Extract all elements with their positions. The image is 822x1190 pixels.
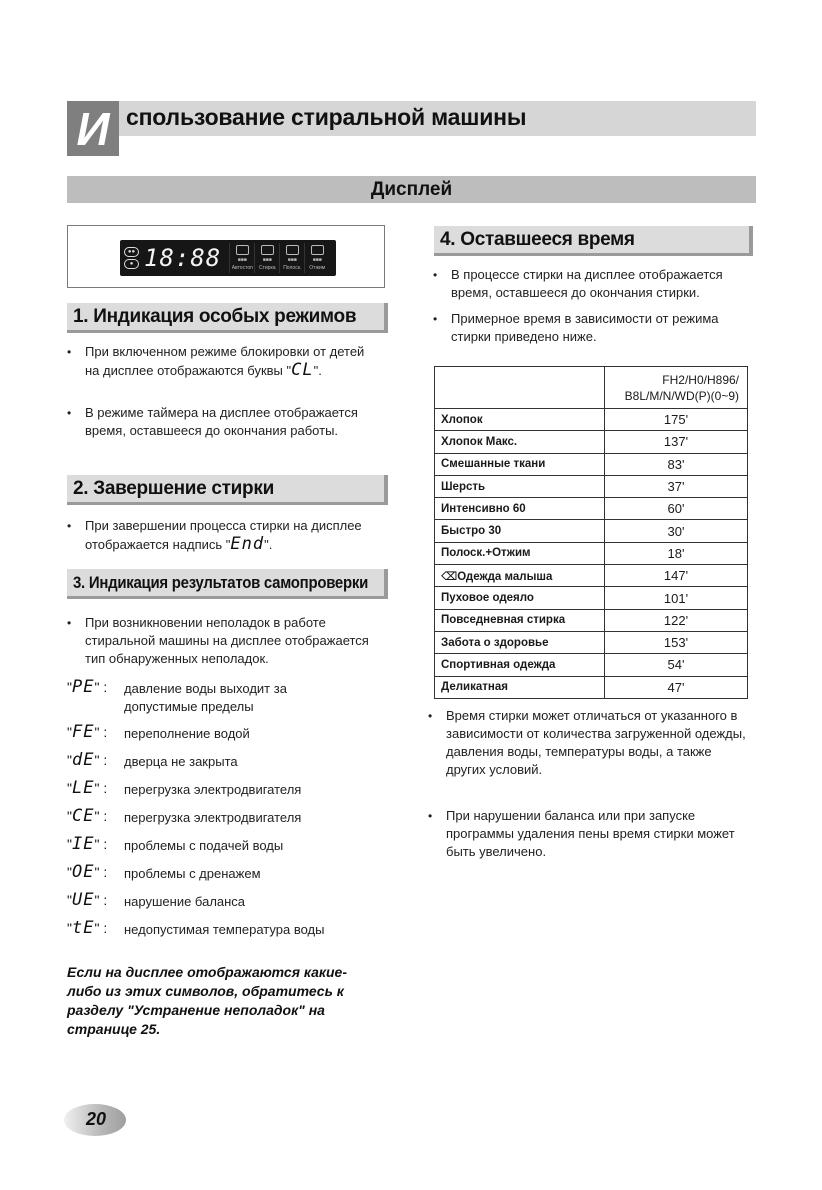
program-time: 137' <box>605 431 748 453</box>
error-description: перегрузка электродвигателя <box>124 810 302 825</box>
error-code-row: "tE" : недопустимая температура воды <box>67 921 387 941</box>
table-row <box>435 409 748 431</box>
error-code: FE <box>71 722 95 742</box>
troubleshooting-note: Если на дисплее отображаются какие-либо из этих символов, обратитесь к разделу "Устранение неполадок" на странице 25. <box>67 964 347 1037</box>
error-code: tE <box>71 918 95 938</box>
program-time: 147' <box>605 565 748 587</box>
spin-indicator: ■■■ Отжим <box>304 243 329 273</box>
section2-bullet-1: • При завершении процесса стирки на дисплее отображается надпись "End". <box>67 518 362 554</box>
error-code: dE <box>71 750 95 770</box>
end-code: End <box>230 534 265 554</box>
table-row <box>435 520 748 542</box>
rinse-icon <box>286 245 299 255</box>
program-name: Деликатная <box>435 676 605 698</box>
spin-icon <box>311 245 324 255</box>
display-illustration <box>120 240 336 276</box>
page-title: спользование стиральной машины <box>126 104 527 130</box>
table-row <box>435 542 748 564</box>
program-time: 37' <box>605 475 748 497</box>
program-time: 18' <box>605 542 748 564</box>
table-row <box>435 676 748 698</box>
error-description: переполнение водой <box>124 726 250 741</box>
prewash-indicator: ■■■ Автостоп <box>229 243 254 273</box>
section1-bullet-2: • В режиме таймера на дисплее отображается время, оставшееся до окончания работы. <box>67 405 358 438</box>
program-time: 83' <box>605 453 748 475</box>
program-name: Забота о здоровье <box>435 631 605 653</box>
baby-clothes-icon: ⌫ <box>441 570 458 583</box>
display-time: 18:88 <box>144 244 222 272</box>
error-description: проблемы с дренажем <box>124 866 261 881</box>
section4-heading: 4. Оставшееся время <box>434 226 753 256</box>
table-row <box>435 475 748 497</box>
program-name: Полоск.+Отжим <box>435 542 605 564</box>
program-name: Повседневная стирка <box>435 609 605 631</box>
program-time: 101' <box>605 587 748 609</box>
program-name: Интенсивно 60 <box>435 498 605 520</box>
section4-bullet-3: • Время стирки может отличаться от указанного в зависимости от количества загруженной одежды, давления воды, температуры воды, а также других условий. <box>428 708 746 777</box>
program-time: 175' <box>605 409 748 431</box>
lock-icon: ●● <box>124 247 139 257</box>
program-name: Хлопок <box>435 409 605 431</box>
section1-heading: 1. Индикация особых режимов <box>67 303 388 333</box>
error-code-row: "IE" : проблемы с подачей воды <box>67 837 387 857</box>
program-name: Пуховое одеяло <box>435 587 605 609</box>
program-name: Шерсть <box>435 475 605 497</box>
error-description: недопустимая температура воды <box>124 922 325 937</box>
wash-indicator: ■■■ Стирка <box>254 243 279 273</box>
error-description: проблемы с подачей воды <box>124 838 284 853</box>
error-code-row: "LE" : перегрузка электродвигателя <box>67 781 387 801</box>
section-heading-display <box>67 176 756 203</box>
error-code: OE <box>71 862 95 882</box>
table-row <box>435 631 748 653</box>
cl-code: CL <box>291 360 314 380</box>
rinse-indicator: ■■■ Полоск. <box>279 243 304 273</box>
error-code-row: "OE" : проблемы с дренажем <box>67 865 387 885</box>
section4-bullet-2: • Примерное время в зависимости от режима стирки приведено ниже. <box>433 311 719 344</box>
program-name: Спортивная одежда <box>435 654 605 676</box>
program-name: Одежда малыша <box>457 570 553 583</box>
error-code-row: "FE" : переполнение водой <box>67 725 387 745</box>
section4-bullet-4: • При нарушении баланса или при запуске программы удаления пены время стирки может быть увеличено. <box>428 808 735 859</box>
table-row <box>435 453 748 475</box>
error-code: CE <box>71 806 95 826</box>
section-heading-text: Дисплей <box>370 178 453 200</box>
program-name: Смешанные ткани <box>435 453 605 475</box>
error-description: дверца не закрыта <box>124 754 238 769</box>
section2-heading: 2. Завершение стирки <box>67 475 388 505</box>
table-row <box>435 431 748 453</box>
error-code-row: "PE" : давление воды выходит за допустимые пределы <box>67 680 387 716</box>
section4-bullet-1: • В процессе стирки на дисплее отображается время, оставшееся до окончания стирки. <box>433 267 723 300</box>
header-initial-letter: И <box>67 101 119 156</box>
table-row <box>435 565 748 587</box>
page-number: 20 <box>86 1109 107 1129</box>
table-header-row <box>435 367 748 409</box>
program-time: 153' <box>605 631 748 653</box>
error-code-row: "CE" : перегрузка электродвигателя <box>67 809 387 829</box>
error-code-row: "dE" : дверца не закрыта <box>67 753 387 773</box>
table-row <box>435 609 748 631</box>
section3-heading: 3. Индикация результатов самопроверки <box>67 569 388 599</box>
table-row <box>435 654 748 676</box>
error-description: давление воды выходит за допустимые пределы <box>124 681 287 714</box>
error-code: UE <box>71 890 95 910</box>
prewash-icon <box>236 245 249 255</box>
program-name: Быстро 30 <box>435 520 605 542</box>
wash-icon <box>261 245 274 255</box>
program-time: 60' <box>605 498 748 520</box>
program-time: 47' <box>605 676 748 698</box>
program-name: Хлопок Макс. <box>435 431 605 453</box>
error-description: нарушение баланса <box>124 894 246 909</box>
section3-bullet-1: • При возникновении неполадок в работе стиральной машины на дисплее отображается тип обнаруженных неполадок. <box>67 615 369 666</box>
error-code: IE <box>71 834 95 854</box>
timer-icon: ● <box>124 259 139 269</box>
error-description: перегрузка электродвигателя <box>124 782 302 797</box>
section1-bullet-1: • При включенном режиме блокировки от детей на дисплее отображаются буквы "CL". <box>67 344 365 380</box>
error-code: PE <box>71 677 95 697</box>
model-header: FH2/H0/H896/ B8L/M/N/WD(P)(0~9) <box>605 367 748 409</box>
wash-time-table <box>434 366 748 699</box>
program-time: 54' <box>605 654 748 676</box>
program-time: 122' <box>605 609 748 631</box>
error-code: LE <box>71 778 95 798</box>
program-time: 30' <box>605 520 748 542</box>
error-code-row: "UE" : нарушение баланса <box>67 893 387 913</box>
table-row <box>435 587 748 609</box>
table-row <box>435 498 748 520</box>
